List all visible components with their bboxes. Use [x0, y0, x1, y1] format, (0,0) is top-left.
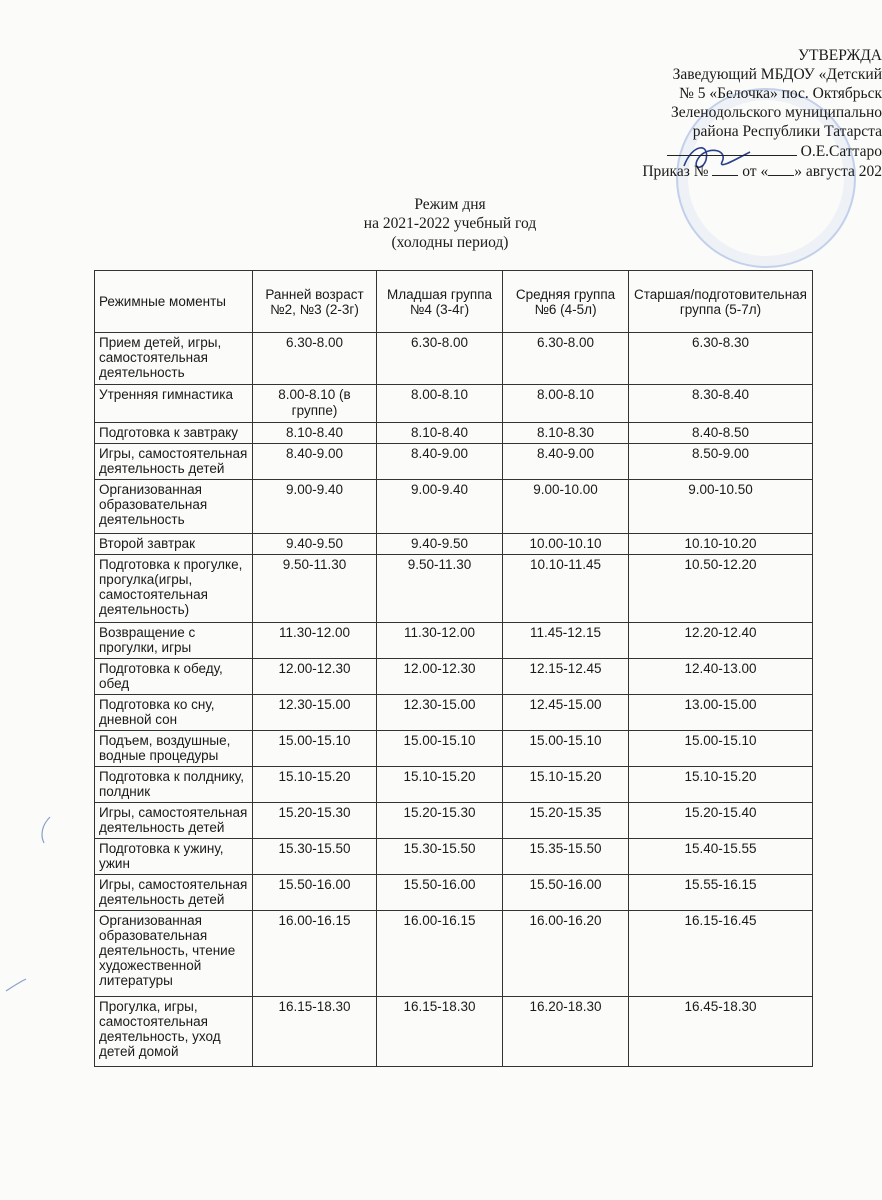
- title-line-1: Режим дня: [414, 196, 486, 213]
- row-time: 8.10-8.40: [253, 423, 377, 444]
- scan-artifact-mark: [36, 815, 56, 845]
- row-time: 15.30-15.50: [377, 839, 503, 875]
- row-time: 12.30-15.00: [253, 695, 377, 731]
- row-time: 15.50-16.00: [503, 875, 629, 911]
- row-time: 9.40-9.50: [377, 534, 503, 555]
- row-activity: Подготовка к полднику, полдник: [95, 767, 253, 803]
- row-time: 15.00-15.10: [377, 731, 503, 767]
- row-time: 16.00-16.15: [253, 911, 377, 997]
- order-number-blank: [712, 161, 738, 176]
- approval-block: [552, 46, 882, 181]
- table-body: [95, 333, 813, 1067]
- schedule-table: [94, 270, 813, 1067]
- row-time: 11.30-12.00: [377, 623, 503, 659]
- row-activity: Подготовка ко сну, дневной сон: [95, 695, 253, 731]
- row-time: 9.50-11.30: [377, 555, 503, 623]
- order-from: от «: [742, 163, 769, 180]
- row-activity: Игры, самостоятельная деятельность детей: [95, 444, 253, 480]
- row-time: 15.20-15.30: [253, 803, 377, 839]
- row-time: 8.40-9.00: [503, 444, 629, 480]
- approval-heading: УТВЕРЖДА: [798, 47, 882, 64]
- row-time: 9.00-10.00: [503, 480, 629, 534]
- row-time: 8.00-8.10: [503, 385, 629, 423]
- row-time: 8.00-8.10: [377, 385, 503, 423]
- row-time: 15.55-16.15: [629, 875, 813, 911]
- header-activity: Режимные моменты: [95, 271, 253, 333]
- row-activity: Организованная образовательная деятельность, чтение художественной литературы: [95, 911, 253, 997]
- row-time: 12.00-12.30: [377, 659, 503, 695]
- row-time: 16.00-16.15: [377, 911, 503, 997]
- row-time: 15.10-15.20: [503, 767, 629, 803]
- row-time: 6.30-8.00: [503, 333, 629, 385]
- row-time: 9.00-10.50: [629, 480, 813, 534]
- table-row: [95, 555, 813, 623]
- table-row: [95, 385, 813, 423]
- row-time: 12.30-15.00: [377, 695, 503, 731]
- row-activity: Подъем, воздушные, водные процедуры: [95, 731, 253, 767]
- row-time: 15.20-15.30: [377, 803, 503, 839]
- row-activity: Подготовка к обеду, обед: [95, 659, 253, 695]
- row-time: 8.30-8.40: [629, 385, 813, 423]
- row-time: 15.00-15.10: [503, 731, 629, 767]
- row-time: 15.30-15.50: [253, 839, 377, 875]
- row-time: 8.10-8.30: [503, 423, 629, 444]
- approval-region: района Республики Татарста: [692, 123, 882, 140]
- row-activity: Второй завтрак: [95, 534, 253, 555]
- header-group-early: Ранней возраст №2, №3 (2-3г): [253, 271, 377, 333]
- row-time: 15.40-15.55: [629, 839, 813, 875]
- row-time: 15.10-15.20: [377, 767, 503, 803]
- order-suffix: » августа 202: [794, 163, 882, 180]
- table-row: [95, 839, 813, 875]
- header-group-junior: Младшая группа №4 (3-4г): [377, 271, 503, 333]
- row-time: 8.00-8.10 (в группе): [253, 385, 377, 423]
- table-row: [95, 423, 813, 444]
- row-activity: Подготовка к прогулке, прогулка(игры, самостоятельная деятельность): [95, 555, 253, 623]
- row-time: 15.50-16.00: [253, 875, 377, 911]
- table-row: [95, 659, 813, 695]
- row-activity: Организованная образовательная деятельность: [95, 480, 253, 534]
- row-time: 10.00-10.10: [503, 534, 629, 555]
- row-time: 16.15-18.30: [253, 997, 377, 1067]
- row-time: 15.20-15.40: [629, 803, 813, 839]
- row-time: 13.00-15.00: [629, 695, 813, 731]
- approval-position: Заведующий МБДОУ «Детский: [672, 66, 882, 83]
- row-time: 16.00-16.20: [503, 911, 629, 997]
- scan-artifact-mark: [4, 975, 28, 995]
- row-time: 15.00-15.10: [629, 731, 813, 767]
- header-group-middle: Средняя группа №6 (4-5л): [503, 271, 629, 333]
- row-time: 12.15-12.45: [503, 659, 629, 695]
- row-time: 6.30-8.00: [253, 333, 377, 385]
- row-time: 8.10-8.40: [377, 423, 503, 444]
- order-day-blank: [768, 161, 794, 176]
- row-time: 15.35-15.50: [503, 839, 629, 875]
- row-time: 10.10-11.45: [503, 555, 629, 623]
- table-row: [95, 731, 813, 767]
- row-time: 11.30-12.00: [253, 623, 377, 659]
- row-time: 12.45-15.00: [503, 695, 629, 731]
- table-row: [95, 534, 813, 555]
- row-time: 8.40-8.50: [629, 423, 813, 444]
- row-time: 9.00-9.40: [377, 480, 503, 534]
- row-time: 16.15-16.45: [629, 911, 813, 997]
- row-time: 15.00-15.10: [253, 731, 377, 767]
- row-time: 8.50-9.00: [629, 444, 813, 480]
- row-time: 16.15-18.30: [377, 997, 503, 1067]
- table-row: [95, 444, 813, 480]
- signature-line: [667, 141, 797, 156]
- table-row: [95, 333, 813, 385]
- header-group-senior: Старшая/подготовительная группа (5-7л): [629, 271, 813, 333]
- row-activity: Игры, самостоятельная деятельность детей: [95, 875, 253, 911]
- row-time: 11.45-12.15: [503, 623, 629, 659]
- row-time: 8.40-9.00: [377, 444, 503, 480]
- row-time: 15.50-16.00: [377, 875, 503, 911]
- row-time: 9.40-9.50: [253, 534, 377, 555]
- approval-signer: О.Е.Саттаро: [800, 143, 882, 160]
- row-time: 6.30-8.00: [377, 333, 503, 385]
- approval-signer-line: [552, 141, 882, 161]
- row-activity: Подготовка к завтраку: [95, 423, 253, 444]
- table-row: [95, 695, 813, 731]
- row-activity: Утренняя гимнастика: [95, 385, 253, 423]
- row-time: 12.20-12.40: [629, 623, 813, 659]
- row-time: 12.40-13.00: [629, 659, 813, 695]
- order-prefix: Приказ №: [642, 163, 709, 180]
- row-activity: Подготовка к ужину, ужин: [95, 839, 253, 875]
- row-activity: Прием детей, игры, самостоятельная деятельность: [95, 333, 253, 385]
- row-time: 6.30-8.30: [629, 333, 813, 385]
- row-time: 15.20-15.35: [503, 803, 629, 839]
- table-row: [95, 997, 813, 1067]
- document-title: [300, 195, 600, 252]
- row-time: 16.20-18.30: [503, 997, 629, 1067]
- table-row: [95, 803, 813, 839]
- table-row: [95, 911, 813, 997]
- row-activity: Возвращение с прогулки, игры: [95, 623, 253, 659]
- approval-municipality: Зеленодольского муниципально: [671, 104, 882, 121]
- title-line-3: (холодны период): [391, 234, 509, 251]
- row-time: 10.10-10.20: [629, 534, 813, 555]
- row-activity: Прогулка, игры, самостоятельная деятельность, уход детей домой: [95, 997, 253, 1067]
- approval-org: № 5 «Белочка» пос. Октябрьск: [679, 85, 882, 102]
- table-row: [95, 623, 813, 659]
- title-line-2: на 2021-2022 учебный год: [363, 215, 537, 232]
- row-time: 10.50-12.20: [629, 555, 813, 623]
- row-time: 15.10-15.20: [629, 767, 813, 803]
- table-row: [95, 875, 813, 911]
- row-activity: Игры, самостоятельная деятельность детей: [95, 803, 253, 839]
- row-time: 9.50-11.30: [253, 555, 377, 623]
- approval-order-line: [552, 161, 882, 181]
- table-header-row: [95, 271, 813, 333]
- row-time: 15.10-15.20: [253, 767, 377, 803]
- table-row: [95, 767, 813, 803]
- row-time: 12.00-12.30: [253, 659, 377, 695]
- row-time: 9.00-9.40: [253, 480, 377, 534]
- row-time: 8.40-9.00: [253, 444, 377, 480]
- row-time: 16.45-18.30: [629, 997, 813, 1067]
- table-row: [95, 480, 813, 534]
